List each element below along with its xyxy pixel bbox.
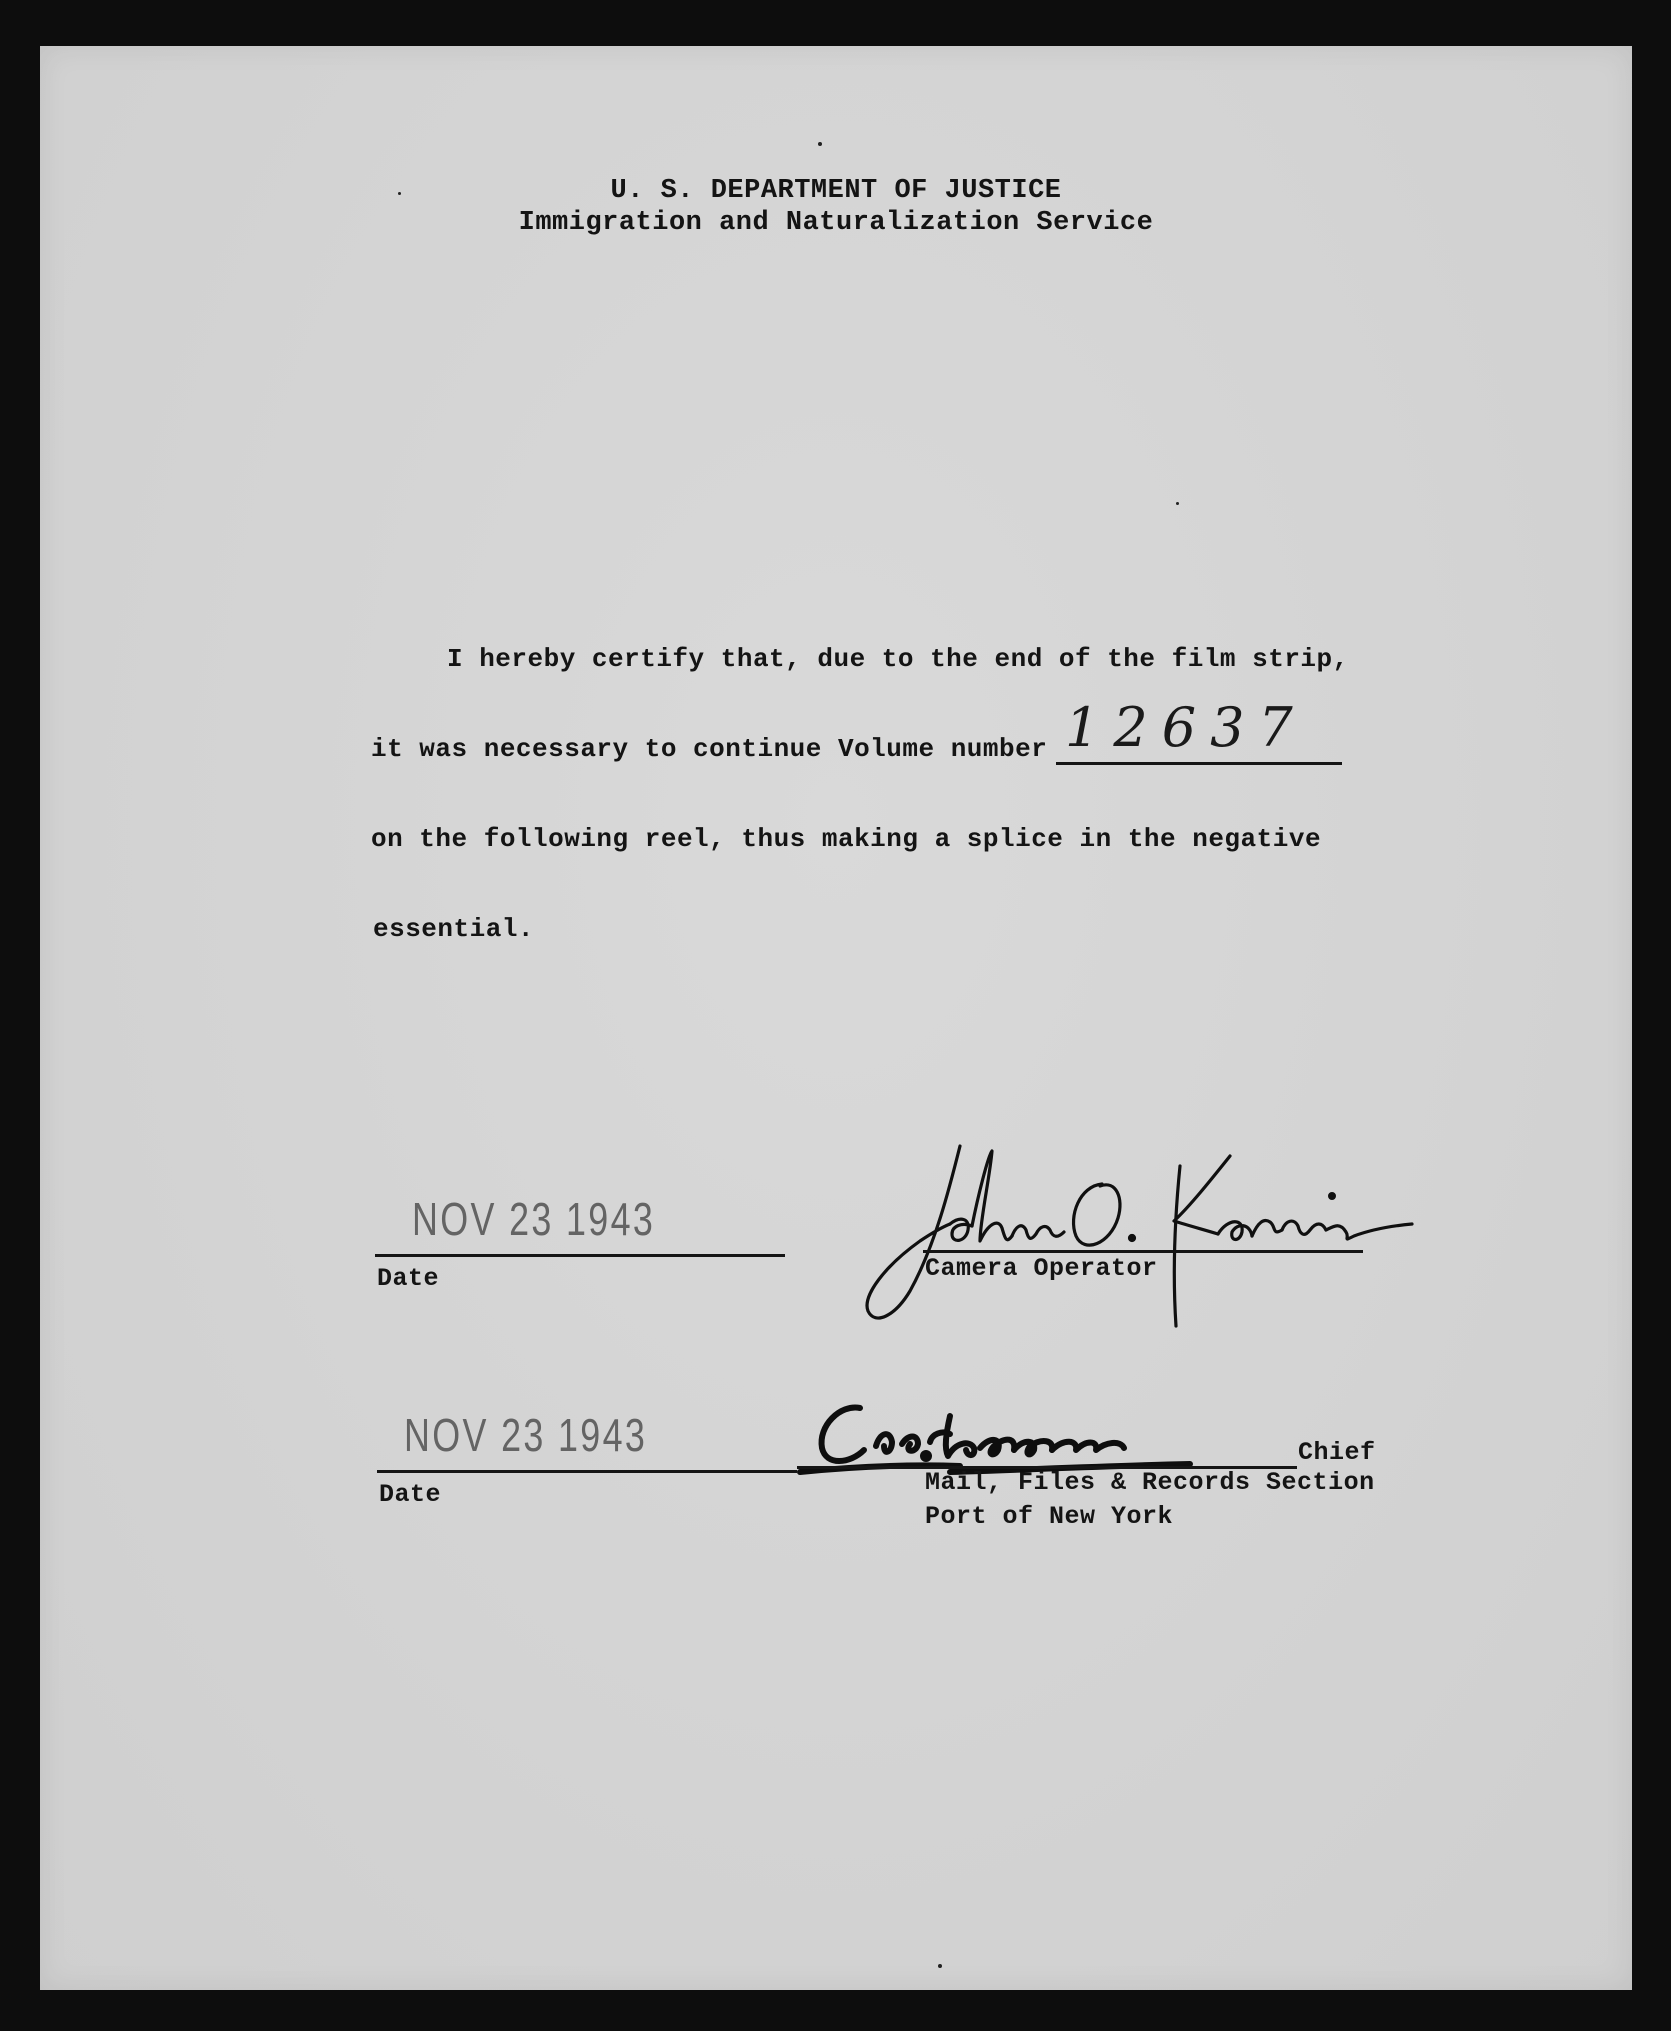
date-line-1 xyxy=(375,1254,785,1257)
scan-speck xyxy=(818,142,822,146)
certification-line-3: on the following reel, thus making a splice in the negative xyxy=(371,824,1322,854)
port-title: Port of New York xyxy=(925,1502,1174,1531)
date-label-2: Date xyxy=(379,1480,442,1509)
certification-line-4: essential. xyxy=(373,914,535,944)
camera-operator-title: Camera Operator xyxy=(925,1254,1158,1283)
certification-line-2: it was necessary to continue Volume number xyxy=(371,734,1048,764)
service-heading: Immigration and Naturalization Service xyxy=(518,208,1154,238)
date-stamp-1: NOV 23 1943 xyxy=(412,1193,656,1245)
department-heading: U. S. DEPARTMENT OF JUSTICE xyxy=(610,176,1062,206)
scan-speck xyxy=(1176,502,1179,505)
date-label-1: Date xyxy=(377,1264,440,1293)
date-line-2 xyxy=(377,1470,797,1473)
certification-line-1: I hereby certify that, due to the end of the film strip, xyxy=(447,644,1349,674)
document-page xyxy=(40,46,1632,1990)
volume-number: 12637 xyxy=(1065,696,1307,759)
camera-operator-signature xyxy=(840,1126,1420,1346)
scan-speck xyxy=(398,192,401,195)
volume-number-underline xyxy=(1056,762,1342,765)
scan-speck xyxy=(938,1964,942,1968)
camera-operator-line xyxy=(923,1250,1363,1253)
chief-title: Chief xyxy=(1298,1438,1376,1467)
section-title: Mail, Files & Records Section xyxy=(925,1468,1375,1497)
date-stamp-2: NOV 23 1943 xyxy=(404,1409,648,1461)
